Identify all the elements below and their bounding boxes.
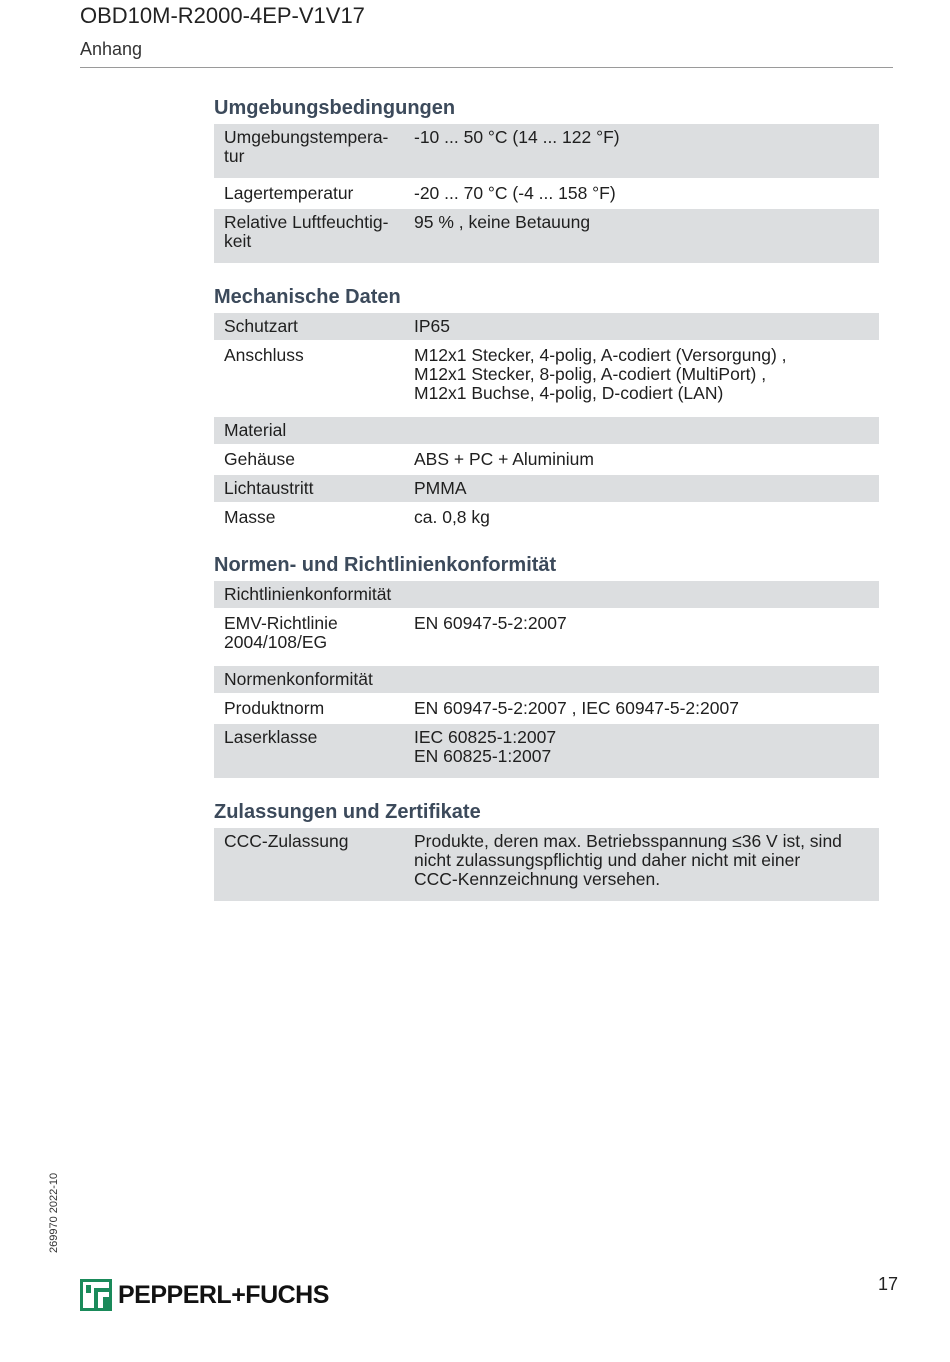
spec-value-line: M12x1 Buchse, 4-polig, D-codiert (LAN)	[414, 383, 724, 403]
spec-row	[214, 828, 879, 901]
pf-logo-icon	[80, 1279, 112, 1311]
page-number: 17	[878, 1274, 899, 1294]
spec-label-line: Richtlinienkonformität	[224, 584, 392, 604]
spec-value-line: -20 ... 70 °C (-4 ... 158 °F)	[414, 183, 616, 203]
spec-value	[414, 504, 879, 531]
spec-label	[214, 180, 414, 207]
spec-value	[414, 180, 879, 207]
spec-row	[214, 446, 879, 473]
spec-value-line: Produkte, deren max. Betriebsspannung ≤36 V ist, sind	[414, 831, 842, 851]
spec-value-line: EN 60947-5-2:2007 , IEC 60947-5-2:2007	[414, 698, 739, 718]
spec-label-line: EMV-Richtlinie	[224, 613, 338, 633]
spec-section	[214, 798, 879, 901]
spec-label	[214, 446, 414, 473]
document-subtitle: Anhang	[80, 39, 143, 59]
spec-label	[214, 581, 414, 608]
spec-row	[214, 124, 879, 178]
spec-value	[414, 313, 879, 340]
spec-row	[214, 417, 879, 444]
spec-label	[214, 610, 414, 656]
spec-value	[414, 666, 879, 693]
spec-row	[214, 724, 879, 778]
spec-section	[214, 94, 879, 263]
spec-value	[414, 124, 879, 170]
spec-value	[414, 695, 879, 722]
spec-row	[214, 313, 879, 340]
spec-value	[414, 581, 879, 608]
spec-row	[214, 209, 879, 263]
spec-value-line: ca. 0,8 kg	[414, 507, 490, 527]
spec-section	[214, 551, 879, 778]
spec-value-line: M12x1 Stecker, 8-polig, A-codiert (MultiPort) ,	[414, 364, 767, 384]
spec-label	[214, 313, 414, 340]
spec-value-line: EN 60947-5-2:2007	[414, 613, 567, 633]
spec-label	[214, 209, 414, 255]
spec-content	[214, 94, 879, 903]
spec-label	[214, 828, 414, 893]
section-title: Normen- und Richtlinienkonformität	[214, 554, 557, 576]
section-title: Mechanische Daten	[214, 286, 401, 308]
spec-value	[414, 417, 879, 444]
spec-row	[214, 610, 879, 664]
spec-value-line: IEC 60825-1:2007	[414, 727, 557, 747]
spec-label	[214, 504, 414, 531]
spec-section	[214, 283, 879, 531]
spec-row	[214, 695, 879, 722]
spec-label-line: Umgebungstempera-	[224, 127, 389, 147]
spec-label	[214, 417, 414, 444]
spec-label-line: Anschluss	[224, 345, 304, 365]
spec-value-line: CCC-Kennzeichnung versehen.	[414, 869, 661, 889]
spec-row	[214, 180, 879, 207]
spec-label-line: Masse	[224, 507, 276, 527]
spec-label	[214, 342, 414, 407]
spec-value	[414, 724, 879, 770]
spec-value-line: -10 ... 50 °C (14 ... 122 °F)	[414, 127, 620, 147]
spec-value-line: EN 60825-1:2007	[414, 746, 552, 766]
spec-label-line: CCC-Zulassung	[224, 831, 349, 851]
spec-label	[214, 695, 414, 722]
section-title: Zulassungen und Zertifikate	[214, 801, 481, 823]
spec-label-line: Relative Luftfeuchtig-	[224, 212, 389, 232]
spec-label-line: Gehäuse	[224, 449, 296, 469]
spec-value-line: 95 % , keine Betauung	[414, 212, 591, 232]
spec-value-line: ABS + PC + Aluminium	[414, 449, 594, 469]
header-divider	[80, 67, 893, 68]
spec-label-line: tur	[224, 146, 245, 166]
spec-row	[214, 581, 879, 608]
spec-row	[214, 342, 879, 415]
spec-value	[414, 342, 879, 407]
spec-value	[414, 828, 879, 893]
brand-name: PEPPERL+FUCHS	[118, 1281, 329, 1309]
spec-value-line: nicht zulassungspflichtig und daher nicht mit einer	[414, 850, 801, 870]
spec-label	[214, 666, 414, 693]
spec-value	[414, 209, 879, 255]
spec-label-line: Lichtaustritt	[224, 478, 314, 498]
spec-row	[214, 475, 879, 502]
spec-value-line: M12x1 Stecker, 4-polig, A-codiert (Versorgung) ,	[414, 345, 787, 365]
spec-label-line: Material	[224, 420, 287, 440]
spec-value	[414, 446, 879, 473]
document-title: OBD10M-R2000-4EP-V1V17	[80, 3, 365, 28]
spec-label	[214, 475, 414, 502]
spec-label	[214, 724, 414, 770]
spec-value-line: IP65	[414, 316, 450, 336]
spec-value-line: PMMA	[414, 478, 467, 498]
section-title: Umgebungsbedingungen	[214, 97, 456, 119]
spec-label-line: Laserklasse	[224, 727, 318, 747]
brand-logo	[80, 1279, 329, 1311]
spec-row	[214, 504, 879, 531]
spec-label-line: Produktnorm	[224, 698, 325, 718]
spec-label-line: Schutzart	[224, 316, 298, 336]
spec-label-line: 2004/108/EG	[224, 632, 328, 652]
spec-label	[214, 124, 414, 170]
spec-value	[414, 475, 879, 502]
spec-label-line: Normenkonformität	[224, 669, 373, 689]
spec-label-line: Lagertemperatur	[224, 183, 354, 203]
spec-label-line: keit	[224, 231, 252, 251]
spec-row	[214, 666, 879, 693]
document-code: 269970 2022-10	[48, 1172, 60, 1253]
spec-value	[414, 610, 879, 656]
